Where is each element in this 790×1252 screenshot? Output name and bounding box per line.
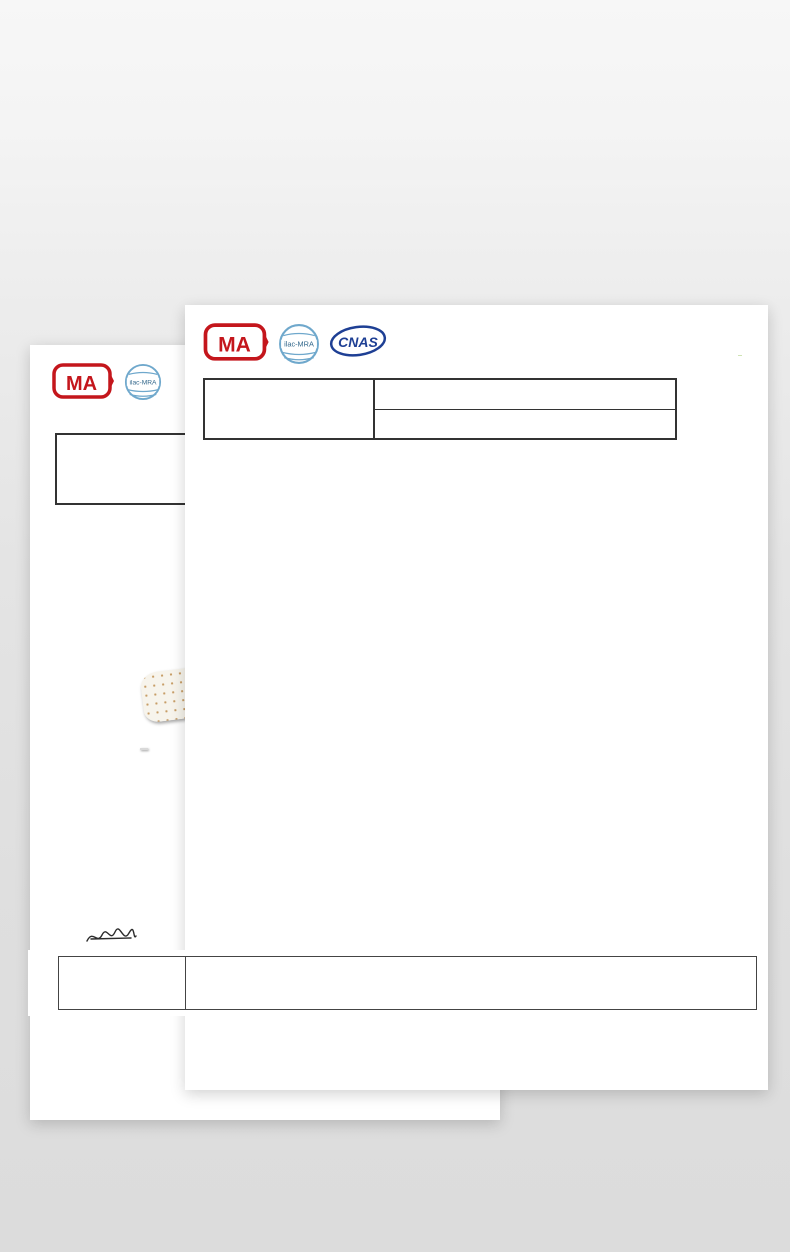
report-number bbox=[375, 380, 675, 410]
cma-icon bbox=[203, 323, 269, 363]
badge-row bbox=[203, 323, 396, 369]
verdict-label bbox=[59, 957, 186, 1009]
svg-text:ilac-MRA: ilac-MRA bbox=[129, 379, 157, 387]
report-title bbox=[205, 380, 375, 438]
qit-tagline bbox=[738, 355, 742, 357]
sample-label bbox=[140, 748, 148, 750]
svg-text:MA: MA bbox=[218, 333, 251, 357]
page-indicator bbox=[375, 410, 675, 439]
cma-icon bbox=[52, 363, 114, 401]
svg-text:ilac-MRA: ilac-MRA bbox=[284, 339, 314, 349]
qit-logo-text bbox=[738, 329, 742, 353]
signature-icon bbox=[85, 927, 137, 947]
cma-badge bbox=[52, 363, 114, 407]
qr-code bbox=[679, 377, 741, 439]
svg-text:MA: MA bbox=[66, 373, 98, 395]
verdict-inner bbox=[58, 956, 757, 1010]
back-badge-row bbox=[52, 363, 162, 407]
report-header-box bbox=[203, 378, 677, 440]
verdict-box bbox=[28, 950, 765, 1016]
ilac-mra-icon bbox=[278, 323, 320, 365]
qit-logo bbox=[738, 329, 742, 357]
cma-badge bbox=[203, 323, 269, 369]
cnas-icon bbox=[329, 323, 387, 359]
company-name bbox=[185, 1022, 768, 1040]
verdict-lines bbox=[186, 957, 756, 1009]
approval-row bbox=[75, 927, 137, 947]
svg-text:CNAS: CNAS bbox=[338, 334, 378, 350]
ilac-mra-icon bbox=[124, 363, 162, 401]
